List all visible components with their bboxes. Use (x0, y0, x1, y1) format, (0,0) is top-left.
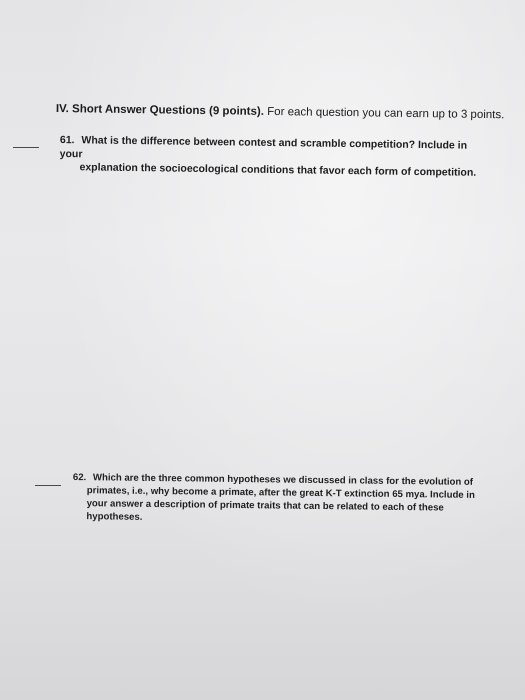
question-number: 61. (59, 134, 75, 147)
section-heading (56, 102, 516, 122)
question-text-continued: primates, i.e., why become a primate, after the great K-T extinction 65 mya. Include in your answer a description of primate traits that can be related to each of these hypotheses. (86, 485, 475, 523)
question-number: 62. (72, 471, 87, 484)
section-heading-instructions: For each question you can earn up to 3 points. (263, 105, 505, 122)
question-text-line1: Which are the three common hypotheses we discussed in class for the evolution of (92, 472, 474, 488)
question-text-line1: What is the difference between contest and scramble competition? Include in your (59, 134, 468, 160)
question-62 (72, 471, 498, 528)
score-blank-62 (35, 485, 61, 486)
question-text-continued: explanation the socioecological conditions that favor each form of competition. (79, 161, 477, 179)
question-61 (59, 134, 490, 180)
score-blank-61 (13, 147, 39, 148)
section-heading-title: IV. Short Answer Questions (9 points). (55, 102, 265, 118)
